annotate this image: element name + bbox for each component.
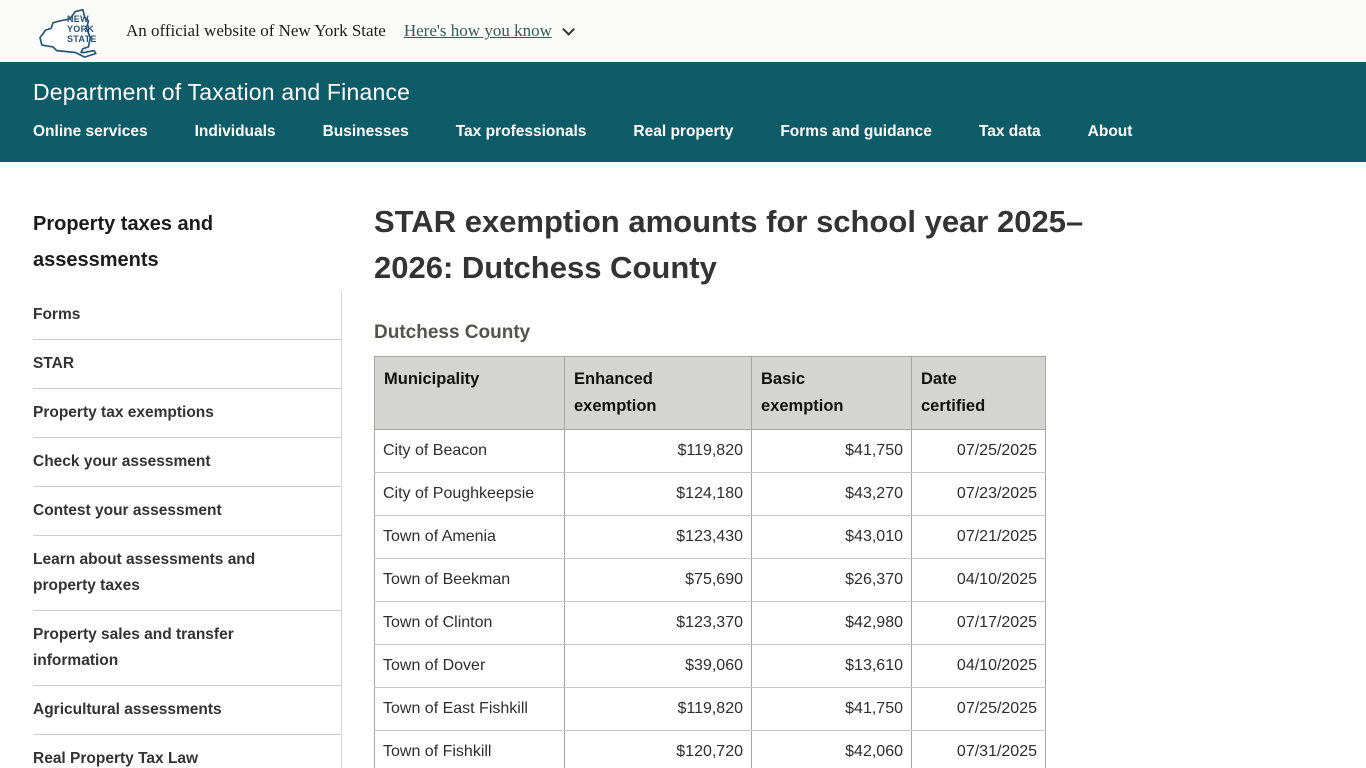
- chevron-down-icon[interactable]: [562, 23, 575, 36]
- official-website-text: An official website of New York State: [126, 21, 386, 40]
- sidebar: [0, 162, 342, 768]
- municipality-cell: Town of Dover: [375, 645, 565, 688]
- enhanced-exemption-cell: $75,690: [565, 559, 752, 602]
- main-content: [374, 162, 1083, 768]
- enhanced-exemption-cell: $123,370: [565, 602, 752, 645]
- enhanced-exemption-cell: $119,820: [565, 430, 752, 473]
- basic-exemption-cell: $43,270: [752, 473, 912, 516]
- date-certified-cell: 07/25/2025: [912, 688, 1046, 731]
- enhanced-exemption-cell: $120,720: [565, 731, 752, 768]
- sidebar-item-star[interactable]: [33, 340, 341, 389]
- table-row: [375, 688, 1046, 731]
- page-title-line2: 2026: Dutchess County: [374, 250, 717, 285]
- nav-real-property[interactable]: Real property: [633, 123, 734, 140]
- page-title-line1: STAR exemption amounts for school year 2025–: [374, 204, 1084, 239]
- page-title: [374, 199, 1083, 291]
- county-subheading: Dutchess County: [374, 322, 531, 343]
- sidebar-link-real-property-tax-law[interactable]: Real Property Tax Law: [33, 750, 199, 767]
- logo-wordmark: NEW YORK STATE: [67, 14, 97, 44]
- table-row: [375, 559, 1046, 602]
- nav-businesses[interactable]: Businesses: [322, 123, 409, 140]
- enhanced-exemption-cell: $123,430: [565, 516, 752, 559]
- sidebar-item-property-sales-transfer[interactable]: [33, 611, 341, 686]
- star-exemption-table: [374, 356, 1046, 768]
- sidebar-item-agricultural-assessments[interactable]: [33, 686, 341, 735]
- sidebar-link-property-sales-transfer[interactable]: Property sales and transfer information: [33, 626, 234, 669]
- department-title[interactable]: Department of Taxation and Finance: [33, 79, 411, 105]
- basic-exemption-cell: $13,610: [752, 645, 912, 688]
- table-row: [375, 516, 1046, 559]
- sidebar-link-check-your-assessment[interactable]: Check your assessment: [33, 453, 211, 470]
- enhanced-exemption-cell: $124,180: [565, 473, 752, 516]
- basic-exemption-cell: $26,370: [752, 559, 912, 602]
- nav-about[interactable]: About: [1087, 123, 1133, 140]
- sidebar-link-agricultural-assessments[interactable]: Agricultural assessments: [33, 701, 222, 718]
- page-content: [0, 162, 1366, 768]
- table-row: [375, 645, 1046, 688]
- nav-forms-and-guidance[interactable]: Forms and guidance: [780, 123, 932, 140]
- col-header-enhanced-exemption: Enhanced exemption: [565, 357, 752, 430]
- basic-exemption-cell: $42,980: [752, 602, 912, 645]
- basic-exemption-cell: $43,010: [752, 516, 912, 559]
- date-certified-cell: 07/23/2025: [912, 473, 1046, 516]
- basic-exemption-cell: $41,750: [752, 688, 912, 731]
- sidebar-item-contest-your-assessment[interactable]: [33, 487, 341, 536]
- new-york-state-logo[interactable]: [36, 3, 122, 59]
- sidebar-item-property-tax-exemptions[interactable]: [33, 389, 341, 438]
- heres-how-you-know-link[interactable]: Here's how you know: [403, 21, 552, 40]
- table-row: [375, 473, 1046, 516]
- nav-tax-professionals[interactable]: Tax professionals: [455, 123, 587, 140]
- municipality-cell: City of Beacon: [375, 430, 565, 473]
- municipality-cell: Town of East Fishkill: [375, 688, 565, 731]
- municipality-cell: Town of Clinton: [375, 602, 565, 645]
- sidebar-link-learn-about-assessments[interactable]: Learn about assessments and property taxes: [33, 551, 256, 594]
- primary-navigation: [33, 123, 1366, 141]
- basic-exemption-cell: $42,060: [752, 731, 912, 768]
- sidebar-nav: [33, 291, 342, 768]
- nav-individuals[interactable]: Individuals: [194, 123, 276, 140]
- municipality-cell: Town of Amenia: [375, 516, 565, 559]
- official-banner: [0, 0, 1366, 62]
- nav-online-services[interactable]: Online services: [33, 123, 148, 140]
- sidebar-item-learn-about-assessments[interactable]: [33, 536, 341, 611]
- basic-exemption-cell: $41,750: [752, 430, 912, 473]
- date-certified-cell: 07/21/2025: [912, 516, 1046, 559]
- date-certified-cell: 07/25/2025: [912, 430, 1046, 473]
- sidebar-item-forms[interactable]: [33, 291, 341, 340]
- enhanced-exemption-cell: $119,820: [565, 688, 752, 731]
- sidebar-item-real-property-tax-law[interactable]: [33, 735, 341, 768]
- col-header-basic-exemption: Basic exemption: [752, 357, 912, 430]
- date-certified-cell: 07/17/2025: [912, 602, 1046, 645]
- sidebar-heading-property-taxes[interactable]: Property taxes and assessments: [33, 213, 214, 271]
- table-header-row: [375, 357, 1046, 430]
- col-header-municipality: Municipality: [375, 357, 565, 430]
- table-row: [375, 430, 1046, 473]
- date-certified-cell: 04/10/2025: [912, 645, 1046, 688]
- sidebar-link-property-tax-exemptions[interactable]: Property tax exemptions: [33, 404, 214, 421]
- municipality-cell: City of Poughkeepsie: [375, 473, 565, 516]
- site-header: [0, 62, 1366, 162]
- sidebar-link-contest-your-assessment[interactable]: Contest your assessment: [33, 502, 222, 519]
- sidebar-link-forms[interactable]: Forms: [33, 306, 81, 323]
- sidebar-item-check-your-assessment[interactable]: [33, 438, 341, 487]
- municipality-cell: Town of Beekman: [375, 559, 565, 602]
- enhanced-exemption-cell: $39,060: [565, 645, 752, 688]
- col-header-date-certified: Date certified: [912, 357, 1046, 430]
- table-row: [375, 602, 1046, 645]
- table-row: [375, 731, 1046, 768]
- nav-tax-data[interactable]: Tax data: [978, 123, 1041, 140]
- date-certified-cell: 07/31/2025: [912, 731, 1046, 768]
- date-certified-cell: 04/10/2025: [912, 559, 1046, 602]
- municipality-cell: Town of Fishkill: [375, 731, 565, 768]
- sidebar-link-star[interactable]: STAR: [33, 355, 75, 372]
